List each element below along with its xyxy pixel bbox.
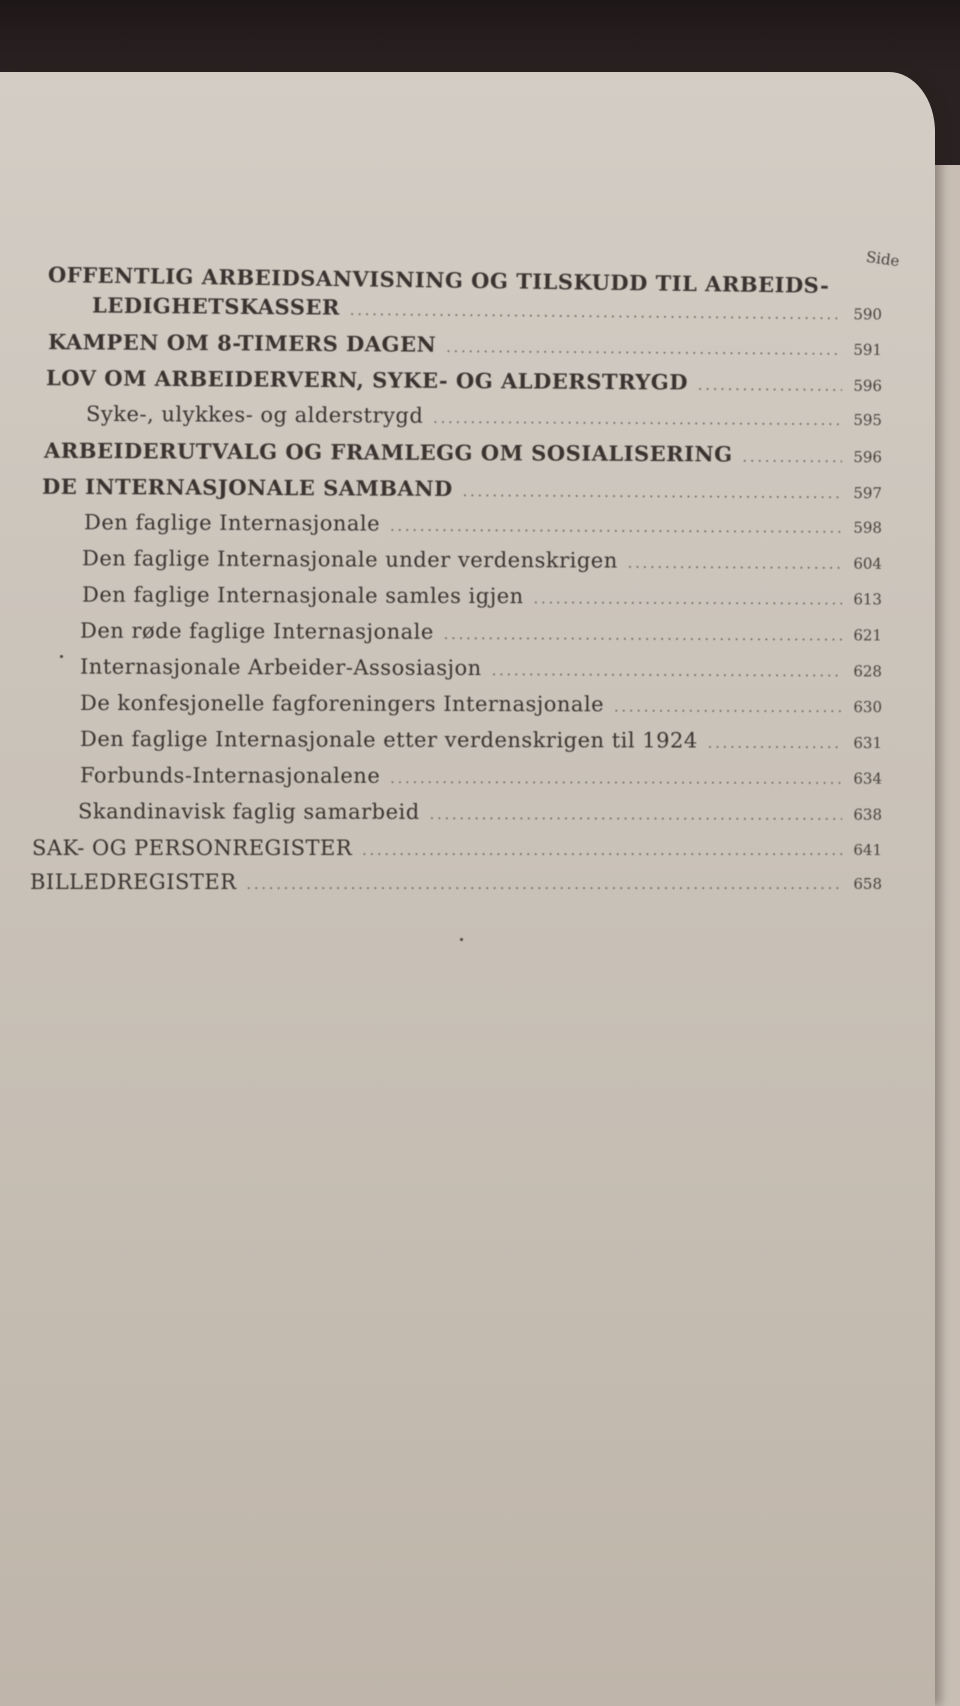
toc-entry-label: Skandinavisk faglig samarbeid [77, 799, 420, 824]
toc-entry-label: BILLEDREGISTER [30, 870, 237, 894]
toc-entry-label: Den faglige Internasjonale etter verdenskrigen til 1924 [79, 726, 698, 753]
toc-entry-label: Den faglige Internasjonale samles igjen [81, 582, 524, 609]
toc-entry-label: SAK- OG PERSONREGISTER [32, 836, 353, 860]
toc-entry [82, 546, 882, 583]
speck [60, 655, 63, 658]
toc-page-number: 597 [853, 484, 883, 503]
toc-page-number: 621 [853, 626, 883, 645]
page-column-heading: Side [864, 247, 901, 271]
leader-dots [628, 556, 842, 573]
toc-page-number: 595 [853, 410, 883, 430]
toc-entry [42, 474, 882, 512]
toc-page-number: 591 [853, 340, 883, 359]
leader-dots [430, 807, 842, 824]
toc-entry-label: Internasjonale Arbeider-Assosiasjon [79, 654, 482, 681]
toc-entry-label: LEDIGHETSKASSER [91, 292, 341, 320]
toc-entry [78, 799, 882, 834]
leader-dots [492, 663, 842, 680]
toc-entry-label: Syke-, ulykkes- og alderstrygd [85, 401, 424, 428]
leader-dots [743, 449, 843, 466]
leader-dots [433, 411, 842, 429]
toc-entry-label: ARBEIDERUTVALG OG FRAMLEGG OM SOSIALISERING [43, 437, 733, 467]
toc-entry-label: KAMPEN OM 8-TIMERS DAGEN [47, 329, 437, 357]
toc-page-number: 628 [853, 662, 883, 681]
toc-page-number: 590 [853, 305, 883, 324]
leader-dots [463, 484, 842, 502]
toc-entry [84, 510, 882, 547]
toc-entry [32, 836, 882, 870]
toc-entry-line-1: OFFENTLIG ARBEIDSANVISNING OG TILSKUDD TIL ARBEIDS- [47, 262, 830, 298]
toc-entry [86, 402, 882, 440]
toc-entry [82, 583, 882, 620]
toc-entry [80, 619, 882, 656]
toc-page-number: 613 [853, 590, 883, 609]
toc-page-number: 596 [853, 376, 883, 395]
toc-entry-label: Forbunds-Internasjonalene [79, 763, 381, 788]
leader-dots [534, 591, 842, 608]
toc-page-number: 596 [853, 448, 883, 467]
toc-entry-label: LOV OM ARBEIDERVERN, SYKE- OG ALDERSTRYGD [45, 365, 689, 395]
toc-entry-continuation [92, 293, 882, 334]
toc-entry [80, 763, 882, 798]
leader-dots [614, 699, 842, 716]
leader-dots [362, 843, 842, 859]
toc-entry-label: Den røde faglige Internasjonale [79, 618, 434, 644]
leader-dots [446, 340, 842, 359]
toc-page-number: 631 [853, 733, 883, 753]
toc-entry [80, 655, 882, 692]
toc-page-number: 638 [853, 805, 883, 824]
toc-page-number: 604 [853, 554, 883, 573]
toc-entry-label: DE INTERNASJONALE SAMBAND [41, 473, 453, 501]
leader-dots [444, 627, 842, 644]
toc-entry-label: Den faglige Internasjonale under verdenskrigen [81, 546, 618, 573]
toc-entry [80, 727, 882, 763]
toc-entry [80, 691, 882, 727]
leader-dots [390, 519, 842, 537]
leader-dots [350, 303, 842, 323]
toc-page-number: 641 [853, 841, 882, 859]
toc-page-number: 634 [853, 769, 883, 788]
toc-entry [48, 329, 882, 369]
toc-entry-label: De konfesjonelle fagforeningers Internasjonale [79, 690, 605, 717]
toc-entry [30, 870, 882, 904]
toc-page-number: 598 [853, 518, 883, 537]
leader-dots [247, 877, 842, 893]
toc-page-number: 658 [853, 875, 882, 893]
leader-dots [698, 378, 842, 395]
leader-dots [708, 736, 842, 752]
leader-dots [390, 771, 842, 788]
toc-entry-label: Den faglige Internasjonale [83, 510, 381, 536]
speck [460, 938, 463, 941]
toc-entry [46, 365, 882, 405]
toc-entry [44, 438, 882, 476]
toc-page-number: 630 [853, 697, 883, 717]
